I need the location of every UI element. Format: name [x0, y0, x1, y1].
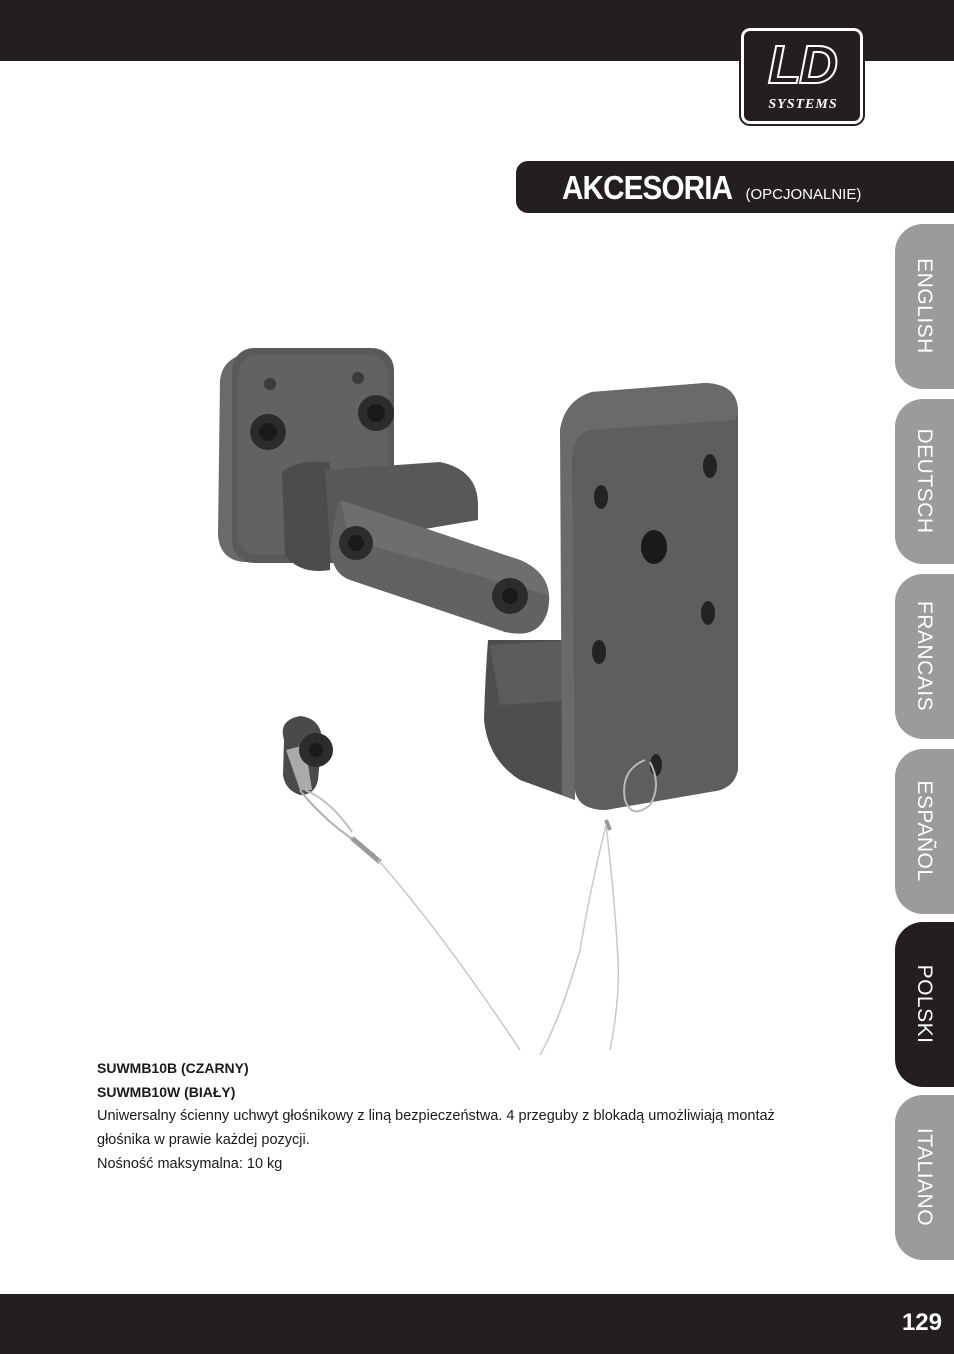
product-code-white: SUWMB10W (BIAŁY) [97, 1084, 236, 1100]
tab-francais-label: FRANCAIS [913, 600, 936, 712]
tab-espanol-label: ESPAÑOL [913, 780, 936, 882]
logo-systems-text: SYSTEMS [768, 97, 838, 112]
tab-english-label: ENGLISH [913, 258, 936, 354]
tab-espanol[interactable] [895, 749, 954, 914]
tab-polski-label: POLSKI [913, 964, 936, 1044]
product-code-black: SUWMB10B (CZARNY) [97, 1060, 249, 1076]
bottom-bar [0, 1294, 954, 1354]
tab-english[interactable] [895, 224, 954, 389]
tab-polski[interactable] [895, 922, 954, 1087]
product-description-line2: głośnika w prawie każdej pozycji. [97, 1132, 310, 1148]
product-description [97, 1056, 837, 1176]
section-header [516, 161, 954, 213]
logo-ld-text: LD [768, 35, 836, 95]
section-title-main: AKCESORIA [562, 169, 733, 206]
tab-italiano[interactable] [895, 1095, 954, 1260]
product-max-load: Nośność maksymalna: 10 kg [97, 1156, 283, 1172]
ld-systems-logo [741, 28, 863, 124]
page-number: 129 [901, 1309, 942, 1336]
section-title-sub: (OPCJONALNIE) [745, 186, 862, 203]
tab-francais[interactable] [895, 574, 954, 739]
tab-italiano-label: ITALIANO [913, 1127, 936, 1227]
section-title [562, 169, 861, 207]
wall-mount-bracket-image [200, 320, 760, 1055]
tab-deutsch[interactable] [895, 399, 954, 564]
tab-deutsch-label: DEUTSCH [913, 428, 936, 534]
product-description-line1: Uniwersalny ścienny uchwyt głośnikowy z liną bezpieczeństwa. 4 przeguby z blokadą umożliwiają montaż [97, 1108, 775, 1124]
